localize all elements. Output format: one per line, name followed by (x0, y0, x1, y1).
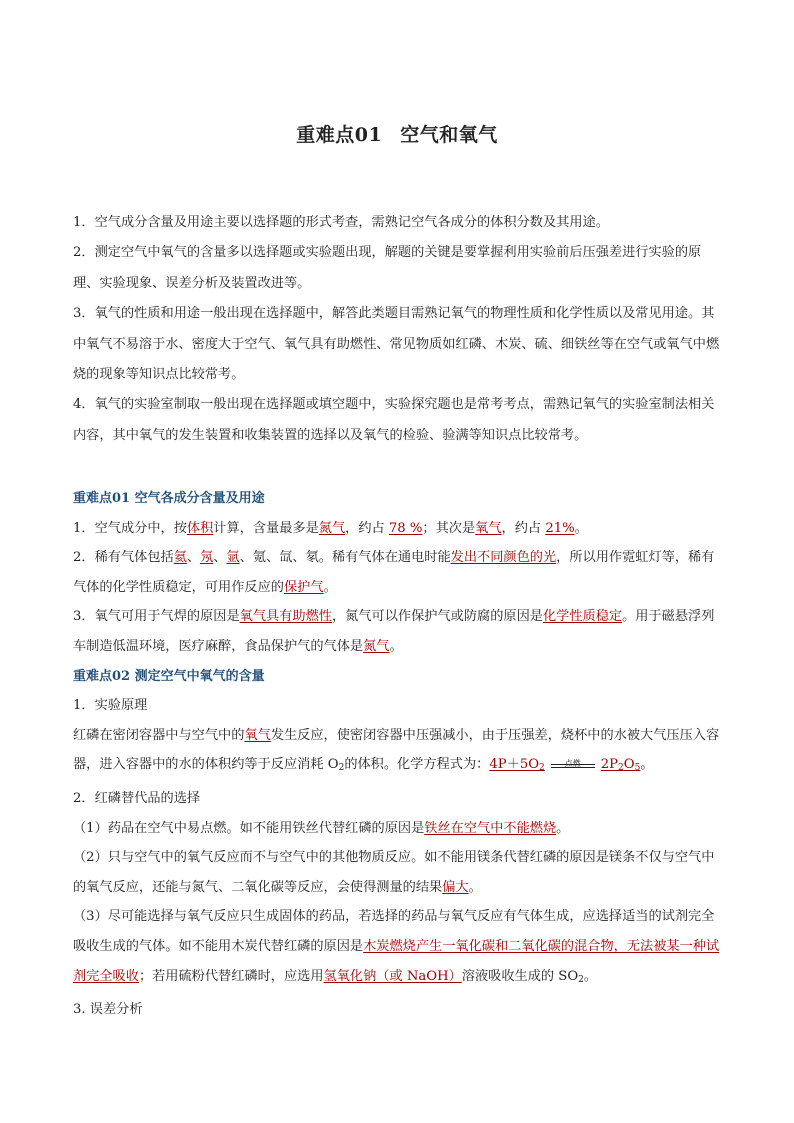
text: 。 (556, 820, 570, 836)
subscript: 2 (539, 763, 545, 774)
text: 发生反应，使密闭容器中压强减小，由于压强差，烧杯中的水被大气压压入容器，进入容器中的水的体积约等于反应消耗 O (73, 727, 720, 773)
text: 。 (389, 638, 403, 654)
s1-line-2 (73, 543, 723, 602)
equals-line-top (551, 764, 595, 765)
title-part1: 重难点01 (296, 124, 383, 146)
answer-blank: 化学性质稳定 (542, 609, 623, 625)
reaction-arrow (551, 759, 595, 771)
text: 2P (600, 757, 619, 773)
answer-blank: 21% (545, 520, 575, 536)
principle-paragraph (73, 721, 723, 784)
text: 3．氧气可用于气焊的原因是 (73, 609, 240, 625)
item-2 (73, 843, 723, 902)
subscript: 2 (338, 763, 345, 774)
subheading-principle: 1．实验原理 (73, 698, 148, 714)
main-content (73, 484, 723, 1025)
text: O (623, 757, 635, 773)
text: 。 (583, 968, 598, 984)
text: 。用于磁悬浮列车制造低温环境，医疗麻醉，食品保护气的气体是 (73, 609, 715, 654)
text: ；若用硫粉代替红磷时，应选用 (138, 968, 324, 984)
intro-section (73, 208, 723, 451)
intro-paragraph-1: 1．空气成分含量及用途主要以选择题的形式考查，需熟记空气各成分的体积分数及其用途。 (73, 215, 609, 230)
intro-paragraph-2: 2．测定空气中氧气的含量多以选择题或实验题出现，解题的关键是要掌握利用实验前后压强差进行实验的原理、实验现象、误差分析及装置改进等。 (73, 245, 702, 291)
text: 溶液吸收生成的 SO (461, 968, 579, 984)
item-3 (73, 902, 723, 995)
text: 4P＋5O (489, 757, 540, 773)
answer-blank: 氮气 (363, 638, 390, 654)
reaction-condition: 点燃 (564, 758, 581, 768)
equals-line-bottom (551, 767, 595, 768)
answer-blank: 氧气具有助燃性 (239, 609, 332, 625)
answer-blank: 偏大 (442, 879, 469, 895)
text: 。 (323, 579, 337, 595)
answer-blank: 氖 (200, 550, 214, 566)
text: 、氪、氙、氡。稀有气体在通电时能 (239, 550, 451, 566)
answer-blank: 木炭燃烧产生一氧化碳和二氧化碳的混合物，无法被某一种试剂完全吸收 (73, 938, 720, 984)
text: 、 (186, 550, 201, 566)
answer-blank: 氦 (173, 550, 187, 566)
answer-blank: 保护气 (284, 579, 324, 595)
text: ；其次是 (422, 520, 476, 536)
text: ，约占 (501, 520, 546, 536)
text: ，所以用作霓虹灯等，稀有气体的化学性质稳定，可用作反应的 (73, 550, 715, 595)
text: 。 (468, 879, 482, 895)
subheading-substitutes: 2．红磷替代品的选择 (73, 790, 201, 806)
s1-line-1 (73, 514, 723, 544)
intro-paragraph-3: 3．氧气的性质和用途一般出现在选择题中，解答此类题目需熟记氧气的物理性质和化学性质以及常见用途。其中氧气不易溶于水、密度大于空气、氧气具有助燃性、常见物质如红磷、木炭、硫、细铁丝等在空气或氧气中燃烧的现象等知识点比较常考。 (73, 306, 720, 383)
page-title (0, 120, 794, 147)
item-1 (73, 814, 723, 844)
text: ，氮气可以作保护气或防腐的原因是 (331, 609, 543, 625)
section-heading-1: 重难点01 空气各成分含量及用途 (73, 491, 265, 506)
text: （3）尽可能选择与氧气反应只生成固体的药品，若选择的药品与氧气反应有气体生成，应选择适当的试剂完全吸收生成的气体。如不能用木炭代替红磷的原因是 (73, 909, 715, 954)
section-heading-2: 重难点02 测定空气中氧气的含量 (73, 668, 265, 684)
text: （1）药品在空气中易点燃。如不能用铁丝代替红磷的原因是 (73, 820, 425, 836)
answer-blank: 氢氧化钠（或 NaOH） (323, 968, 462, 984)
answer-blank: 发出不同颜色的光 (450, 550, 557, 566)
text: 。 (640, 757, 654, 773)
subscript: 2 (578, 974, 584, 985)
subscript: 2 (618, 763, 624, 774)
equation-left (489, 757, 544, 772)
intro-paragraph-4: 4．氧气的实验室制取一般出现在选择题或填空题中，实验探究题也是常考考点，需熟记氧气的实验室制法相关内容，其中氧气的发生装置和收集装置的选择以及氧气的检验、验满等知识点比较常考。 (73, 397, 715, 443)
answer-blank: 氩 (226, 550, 240, 566)
subscript: 5 (634, 763, 641, 774)
text: （2）只与空气中的氧气反应而不与空气中的其他物质反应。如不能用镁条代替红磷的原因是镁条不仅与空气中的氧气反应，还能与氮气、二氧化碳等反应，会使得测量的结果 (73, 850, 715, 895)
text: 1．空气成分中，按 (73, 520, 187, 536)
answer-blank: 氮气 (318, 520, 346, 536)
text: 计算，含量最多是 (213, 520, 319, 536)
text: 2．稀有气体包括 (73, 550, 174, 566)
text: 。 (574, 520, 588, 536)
answer-blank: 铁丝在空气中不能燃烧 (424, 820, 557, 836)
equation-right (601, 757, 641, 772)
text: 的体积。化学方程式为： (344, 757, 490, 773)
answer-blank: 氧气 (244, 727, 271, 743)
answer-blank: 体积 (186, 520, 214, 536)
answer-blank: 78 % (388, 520, 423, 536)
text: 、 (213, 550, 227, 566)
text: ，约占 (345, 520, 389, 536)
text: 红磷在密闭容器中与空气中的 (73, 727, 245, 743)
title-part2: 空气和氧气 (400, 124, 498, 146)
subheading-error-analysis: 3. 误差分析 (73, 1002, 143, 1018)
answer-blank: 氧气 (475, 520, 502, 536)
s1-line-3 (73, 602, 723, 661)
